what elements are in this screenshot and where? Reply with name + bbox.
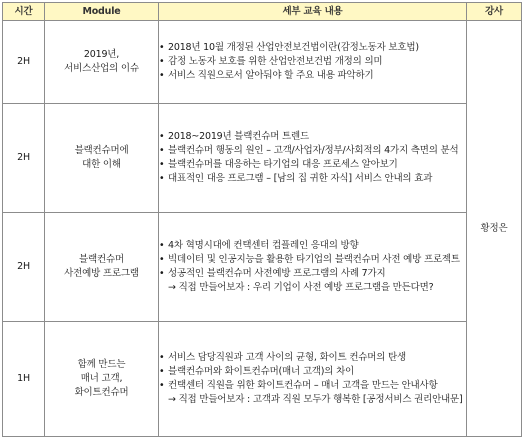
- list-item: [159, 41, 466, 55]
- module-cell: [45, 21, 159, 104]
- bullet-icon: •: [159, 380, 165, 391]
- module-cell: [45, 213, 159, 322]
- content-list: [159, 130, 466, 185]
- table-header-row: [3, 3, 522, 21]
- module-line: 블랙컨슈머에: [74, 145, 129, 157]
- module-cell: [45, 104, 159, 213]
- instructor-cell: 황정은: [467, 21, 522, 437]
- item-text: 2018~2019년 블랙컨슈머 트렌드: [168, 131, 309, 143]
- bullet-icon: •: [159, 56, 165, 68]
- item-text: 빅데이터 및 인공지능을 활용한 타기업의 블랙컨슈머 사전 예방 프로젝트: [168, 254, 460, 266]
- hours-cell: 2H: [3, 213, 45, 322]
- item-text: 4차 혁명시대에 컨택센터 컴플레인 응대의 방향: [168, 240, 359, 252]
- list-item: [159, 267, 466, 281]
- module-line: 함께 만드는: [77, 359, 126, 371]
- item-text: 성공적인 블랙컨슈머 사전예방 프로그램의 사례 7가지: [168, 268, 386, 279]
- content-cell: [159, 322, 467, 437]
- table-row: [3, 213, 522, 322]
- module-line: 화이트컨슈머: [74, 386, 129, 398]
- item-text: → 직접 만들어보자 : 고객과 직원 모두가 행복한 [공정서비스 권리안내문]: [168, 393, 463, 405]
- item-text: 블랙컨슈머를 대응하는 타기업의 대응 프로세스 알아보기: [168, 159, 398, 170]
- bullet-icon: •: [159, 145, 165, 157]
- table-row: [3, 322, 522, 437]
- list-item: [159, 365, 466, 379]
- list-item: [159, 158, 466, 172]
- bullet-icon: •: [159, 240, 165, 252]
- activity-line: [159, 281, 466, 295]
- item-text: 서비스 직원으로서 알아둬야 할 주요 내용 파악하기: [168, 69, 374, 81]
- list-item: [159, 69, 466, 83]
- item-text: 대표적인 대응 프로그램 – [남의 집 귀한 자식] 서비스 안내의 효과: [168, 172, 433, 184]
- curriculum-table: [2, 2, 522, 437]
- item-text: 감정 노동자 보호를 위한 산업안전보건법 개정의 의미: [168, 56, 383, 68]
- activity-line: [159, 393, 466, 407]
- content-list: [159, 351, 466, 406]
- header-hours: 시간: [3, 3, 45, 21]
- list-item: [159, 144, 466, 158]
- module-line: 사전예방 프로그램: [64, 268, 139, 279]
- list-item: [159, 239, 466, 253]
- table-row: [3, 21, 522, 104]
- bullet-icon: •: [159, 42, 165, 54]
- item-text: 컨택센터 직원을 위한 화이트컨슈머 – 매너 고객을 만드는 안내사항: [168, 380, 438, 391]
- hours-cell: 1H: [3, 322, 45, 437]
- module-line: 2019년,: [83, 49, 120, 61]
- hours-cell: 2H: [3, 21, 45, 104]
- item-text: 2018년 10월 개정된 산업안전보건법이란(감정노동자 보호법): [168, 42, 419, 54]
- module-line: 매너 고객,: [80, 373, 123, 385]
- bullet-icon: •: [159, 131, 165, 143]
- bullet-icon: •: [159, 352, 165, 364]
- content-cell: [159, 21, 467, 104]
- bullet-icon: •: [159, 268, 165, 279]
- module-line: 블랙컨슈머: [79, 254, 124, 266]
- list-item: [159, 172, 466, 186]
- list-item: [159, 351, 466, 365]
- item-text: 서비스 담당직원과 고객 사이의 균형, 화이트 컨슈머의 탄생: [168, 352, 407, 364]
- module-line: 서비스산업의 이슈: [64, 63, 139, 74]
- bullet-icon: •: [159, 254, 165, 266]
- bullet-icon: •: [159, 159, 165, 170]
- list-item: [159, 379, 466, 393]
- list-item: [159, 130, 466, 144]
- content-cell: [159, 213, 467, 322]
- item-text: 블랙컨슈머 행동의 원인 – 고객/사업자/정부/사회적의 4가지 측면의 분석: [168, 145, 459, 157]
- header-instructor: 강사: [467, 3, 522, 21]
- list-item: [159, 253, 466, 267]
- content-list: [159, 41, 466, 82]
- header-content: 세부 교육 내용: [159, 3, 467, 21]
- module-cell: [45, 322, 159, 437]
- module-line: 대한 이해: [82, 159, 121, 170]
- list-item: [159, 55, 466, 69]
- content-cell: [159, 104, 467, 213]
- header-module: Module: [45, 3, 159, 21]
- bullet-icon: •: [159, 172, 165, 184]
- content-list: [159, 239, 466, 294]
- hours-cell: 2H: [3, 104, 45, 213]
- table-row: [3, 104, 522, 213]
- bullet-icon: •: [159, 366, 165, 378]
- item-text: 블랙컨슈머와 화이트컨슈머(매너 고객)의 차이: [168, 366, 355, 378]
- item-text: → 직접 만들어보자 : 우리 기업이 사전 예방 프로그램을 만든다면?: [168, 281, 434, 293]
- bullet-icon: •: [159, 69, 165, 81]
